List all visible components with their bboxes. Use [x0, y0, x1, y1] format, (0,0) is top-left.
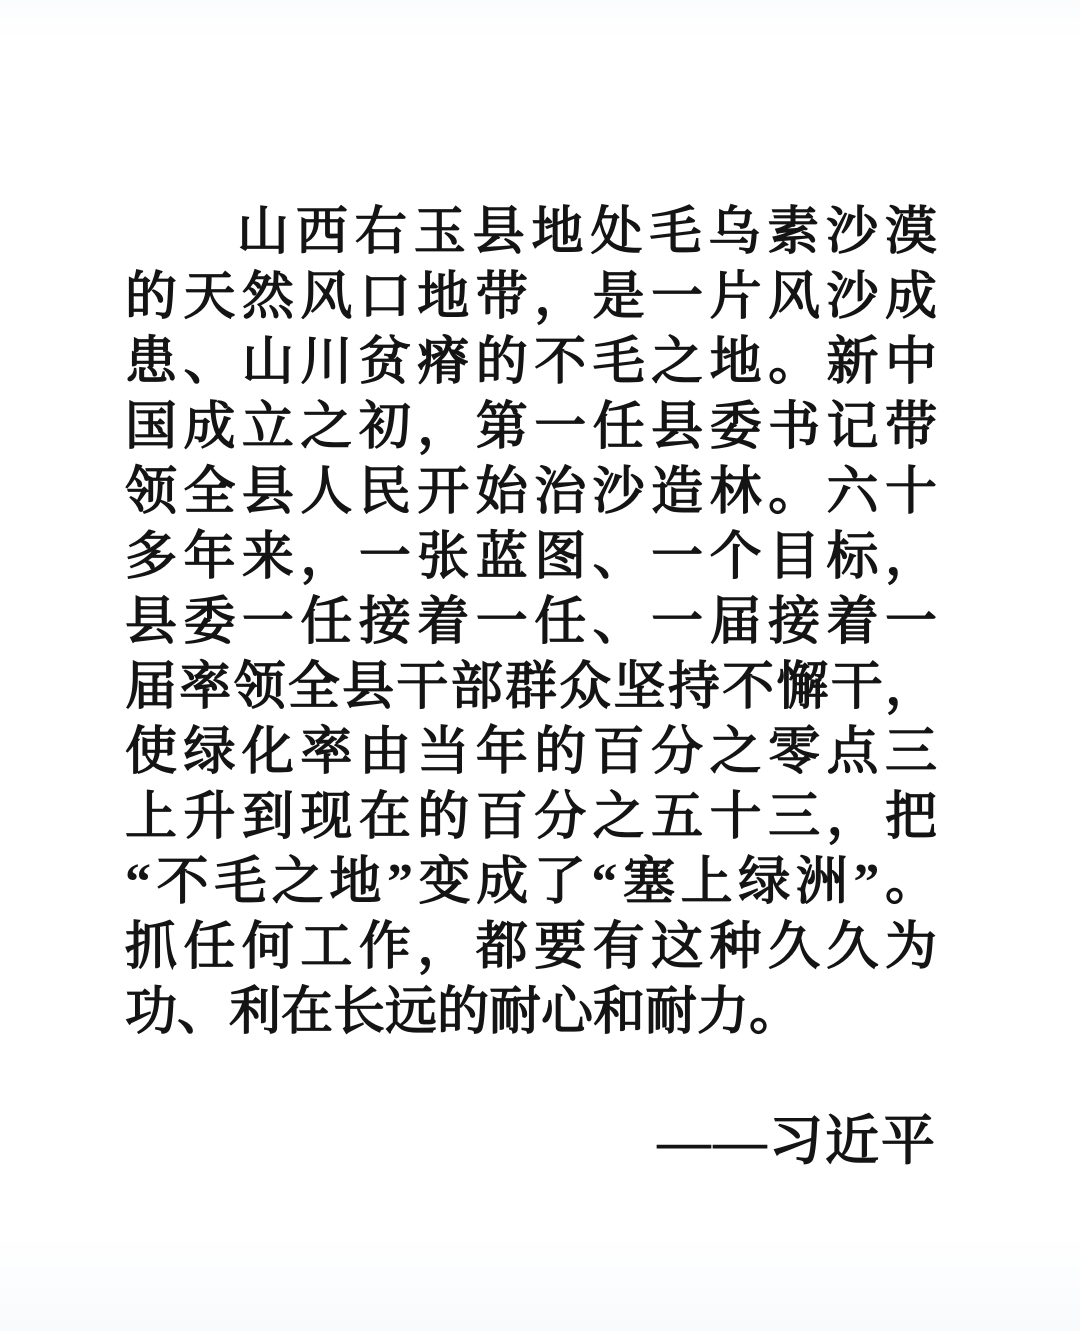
quote-line: 国成立之初，第一任县委书记带 — [125, 399, 937, 456]
quote-line: 领全县人民开始治沙造林。六十 — [125, 464, 937, 521]
quote-line: 山西右玉县地处毛乌素沙漠 — [237, 204, 937, 261]
quote-line: 功、利在长远的耐心和耐力。 — [125, 984, 802, 1041]
quote-paragraph — [125, 200, 937, 1045]
quote-line: 抓任何工作，都要有这种久久为 — [125, 919, 937, 976]
quote-line: 多年来，一张蓝图、一个目标， — [125, 529, 937, 586]
page-top-shade — [0, 0, 1080, 42]
page-bottom-shade — [0, 1236, 1080, 1331]
quote-line: 届率领全县干部群众坚持不懈干， — [125, 659, 937, 716]
quote-line: 使绿化率由当年的百分之零点三 — [125, 724, 937, 781]
quote-line: 患、山川贫瘠的不毛之地。新中 — [125, 334, 937, 391]
quote-attribution: ——习近平 — [657, 1111, 937, 1171]
quote-line: 县委一任接着一任、一届接着一 — [125, 594, 937, 651]
quote-line: 上升到现在的百分之五十三，把 — [125, 789, 937, 846]
quote-line: “不毛之地”变成了“塞上绿洲”。 — [125, 854, 937, 911]
quote-line: 的天然风口地带，是一片风沙成 — [125, 269, 937, 326]
